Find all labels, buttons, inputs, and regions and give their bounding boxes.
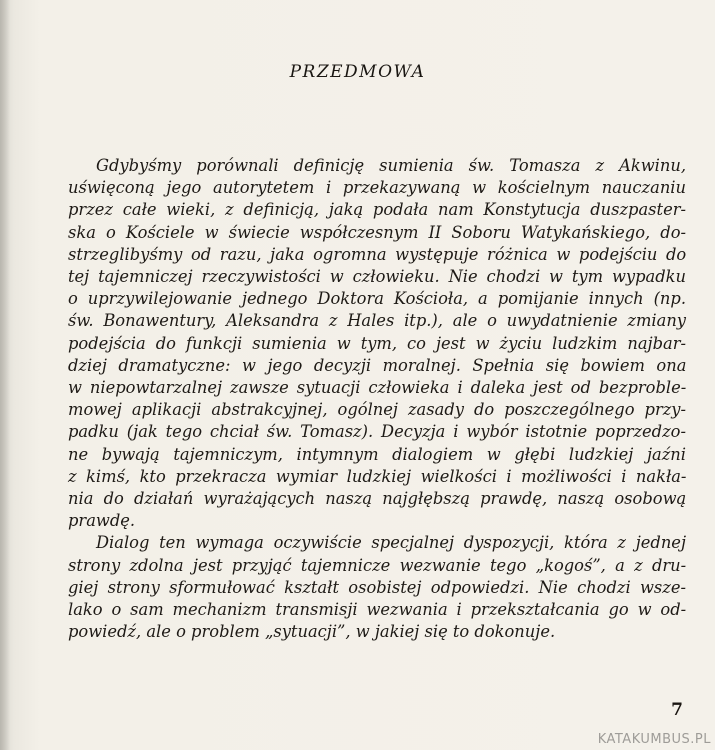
text-line: lako o sam mechanizm transmisji wezwania i przekształcania go w od- [68,600,687,620]
text-line: przez całe wieki, z definicją, jaką podała nam Konstytucja duszpaster- [68,200,686,220]
body-text [68,155,686,643]
text-line: mowej aplikacji abstrakcyjnej, ogólnej zasady do poszczególnego przy- [68,400,687,420]
text-line: św. Bonawentury, Aleksandra z Hales itp.), ale o uwydatnienie zmiany [68,311,686,331]
text-line: padku (jak tego chciał św. Tomasz). Decyzja i wybór istotnie poprzedzo- [68,422,686,442]
text-line: strony zdolna jest przyjąć tajemnicze wezwanie tego „kogoś”, a z dru- [68,555,687,575]
text-line: strzeglibyśmy od razu, jaka ogromna występuje różnica w podejściu do [68,244,687,264]
text-line: tej tajemniczej rzeczywistości w człowieku. Nie chodzi w tym wypadku [68,267,686,287]
book-spine-shadow [0,0,10,750]
text-line: podejścia do funkcji sumienia w tym, co jest w życiu ludzkim najbar- [68,333,686,353]
text-line: ne bywają tajemniczym, intymnym dialogiem w głębi ludzkiej jaźni [68,444,686,464]
paragraph [68,155,686,532]
text-line: giej strony sformułować kształt osobistej odpowiedzi. Nie chodzi wsze- [68,577,686,597]
text-line: o uprzywilejowanie jednego Doktora Kościoła, a pomijanie innych (np. [68,289,686,309]
text-line: ska o Kościele w świecie współczesnym II Soboru Watykańskiego, do- [68,222,686,242]
text-line: z kimś, kto przekracza wymiar ludzkiej wielkości i możliwości i nakła- [68,466,687,486]
text-line: Gdybyśmy porównali definicję sumienia św. Tomasza z Akwinu, [96,156,686,175]
page-title: PRZEDMOWA [289,62,426,82]
text-line: prawdę. [68,511,136,531]
text-line: powiedź, ale o problem „sytuacji”, w jakiej się to dokonuje. [68,622,556,642]
text-line: Dialog ten wymaga oczywiście specjalnej dyspozycji, która z jednej [96,533,686,553]
text-line: nia do działań wyrażających naszą najgłębszą prawdę, naszą osobową [68,489,687,509]
text-line: uświęconą jego autorytetem i przekazywaną w kościelnym nauczaniu [68,178,686,198]
text-line: dziej dramatyczne: w jego decyzji moralnej. Spełnia się bowiem ona [68,355,687,375]
watermark: KATAKUMBUS.PL [597,732,711,747]
text-line: w niepowtarzalnej zawsze sytuacji człowieka i daleka jest od bezproble- [68,378,687,398]
paragraph [68,532,686,643]
page-number: 7 [671,700,683,720]
